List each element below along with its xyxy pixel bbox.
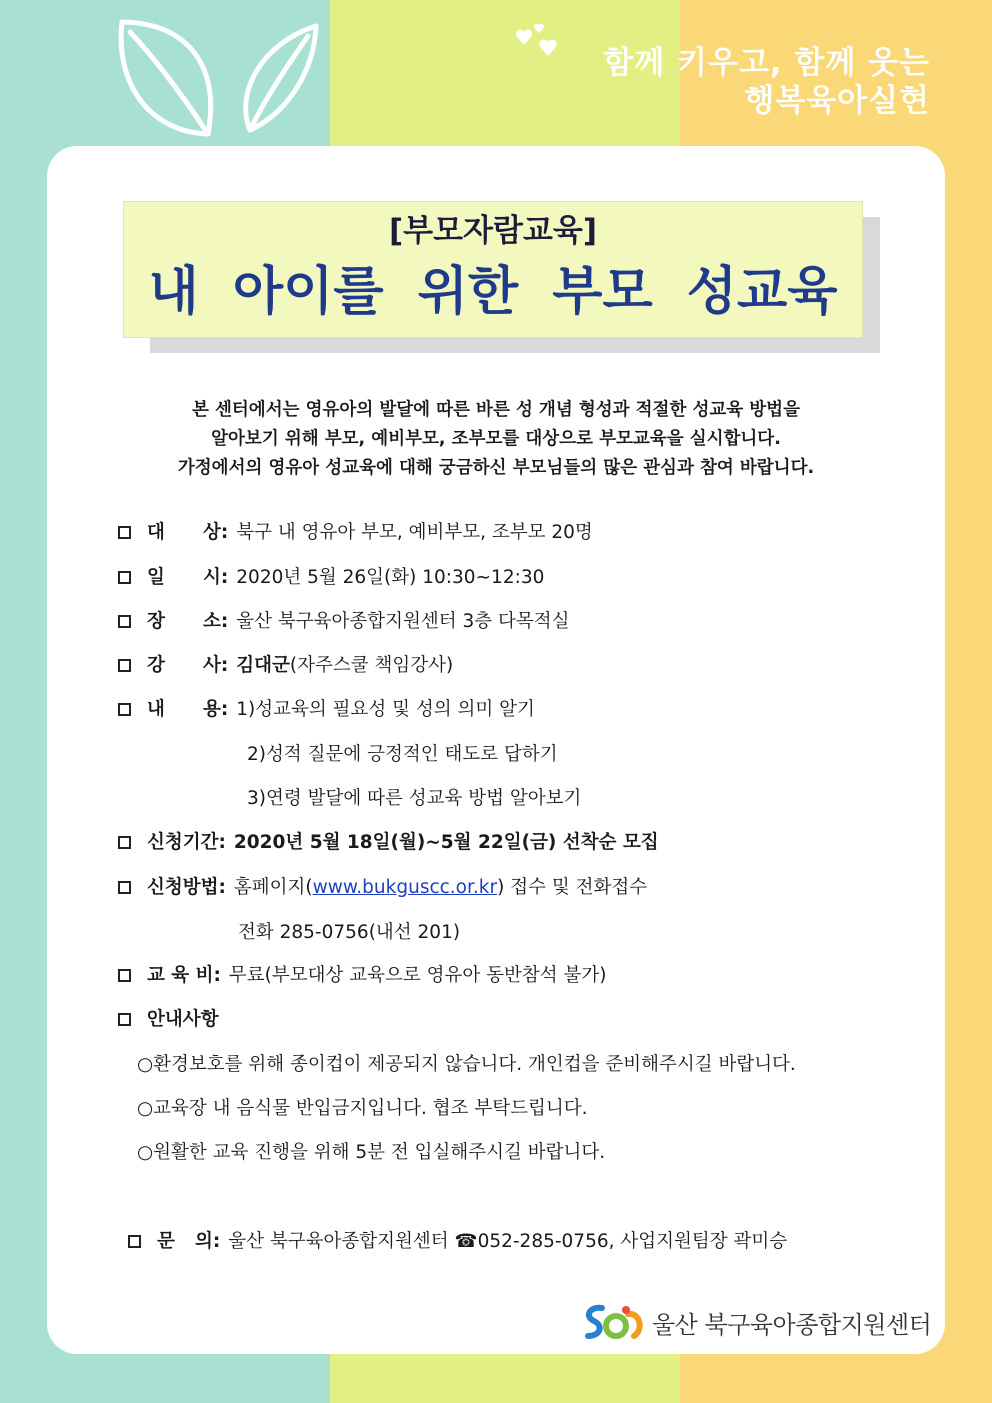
place-label-b: 소 <box>203 611 221 632</box>
center-logo-icon <box>582 1302 644 1342</box>
slogan-line-2: 행복육아실현 <box>744 83 930 119</box>
target-label-a: 대 <box>147 522 165 543</box>
contact-row: 문 의: 울산 북구육아종합지원센터 ☎052-285-0756, 사업지원팀장 곽미승 <box>128 1229 787 1255</box>
title-subheading: [부모자람교육] <box>388 213 597 249</box>
datetime-label-a: 일 <box>147 567 165 588</box>
checkbox-icon <box>118 836 131 849</box>
checkbox-icon <box>118 969 131 982</box>
slogan <box>603 44 930 120</box>
instructor-affiliation: (자주스쿨 책임강사) <box>289 655 454 676</box>
contact-label-b: 의 <box>195 1231 213 1252</box>
content-label-b: 용 <box>203 699 221 720</box>
notice-item-1: ○환경보호를 위해 종이컵이 제공되지 않습니다. 개인컵을 준비해주시길 바랍니다. <box>137 1054 796 1075</box>
homepage-link[interactable]: www.bukguscc.or.kr <box>312 877 498 898</box>
period-value: 2020년 5월 18일(월)~5월 22일(금) 선착순 모집 <box>233 832 659 853</box>
contact-phone: 052-285-0756, 사업지원팀장 곽미승 <box>477 1231 788 1252</box>
content-item-3: 3)연령 발달에 따른 성교육 방법 알아보기 <box>247 788 582 809</box>
footer-org-name: 울산 북구육아종합지원센터 <box>652 1311 932 1339</box>
datetime-value: 2020년 5월 26일(화) 10:30~12:30 <box>236 567 545 588</box>
datetime-label-b: 시 <box>203 567 221 588</box>
checkbox-icon <box>118 659 131 672</box>
method-suffix: ) 접수 및 전화접수 <box>497 877 648 898</box>
checkbox-icon <box>128 1235 141 1248</box>
phone-icon: ☎ <box>454 1231 478 1252</box>
content-item-2: 2)성적 질문에 긍정적인 태도로 답하기 <box>247 744 558 765</box>
intro-line-2: 알아보기 위해 부모, 예비부모, 조부모를 대상으로 부모교육을 실시합니다. <box>211 429 781 449</box>
checkbox-icon <box>118 703 131 716</box>
checkbox-icon <box>118 615 131 628</box>
target-label-b: 상 <box>203 522 221 543</box>
fee-value: 무료(부모대상 교육으로 영유아 동반참석 불가) <box>228 965 607 986</box>
notice-label: 안내사항 <box>147 1009 219 1030</box>
checkbox-icon <box>118 526 131 539</box>
content-label-a: 내 <box>147 699 165 720</box>
place-row: 장 소: 울산 북구육아종합지원센터 3층 다목적실 <box>118 609 570 635</box>
checkbox-icon <box>118 881 131 894</box>
intro-paragraph <box>80 396 912 483</box>
contact-org: 울산 북구육아종합지원센터 <box>228 1231 449 1252</box>
intro-line-1: 본 센터에서는 영유아의 발달에 따른 바른 성 개념 형성과 적절한 성교육 방법을 <box>192 400 800 420</box>
method-label: 신청방법 <box>147 877 219 898</box>
checkbox-icon <box>118 571 131 584</box>
page-title: 내 아이를 위한 부모 성교육 <box>148 262 838 322</box>
content-row: 내 용: 1)성교육의 필요성 및 성의 의미 알기 <box>118 697 535 723</box>
target-value: 북구 내 영유아 부모, 예비부모, 조부모 20명 <box>236 522 593 543</box>
datetime-row: 일 시: 2020년 5월 26일(화) 10:30~12:30 <box>118 565 544 591</box>
leaves-icon <box>110 14 330 149</box>
notice-item-2: ○교육장 내 음식물 반입금지입니다. 협조 부탁드립니다. <box>137 1098 588 1119</box>
place-label-a: 장 <box>147 611 165 632</box>
instructor-name: 김대군 <box>236 655 290 676</box>
fee-row: 교 육 비: 무료(부모대상 교육으로 영유아 동반참석 불가) <box>118 963 606 989</box>
target-row: 대 상: 북구 내 영유아 부모, 예비부모, 조부모 20명 <box>118 520 593 546</box>
instructor-label-a: 강 <box>147 655 165 676</box>
instructor-label-b: 사 <box>203 655 221 676</box>
slogan-line-1: 함께 키우고, 함께 웃는 <box>603 45 930 81</box>
intro-line-3: 가정에서의 영유아 성교육에 대해 궁금하신 부모님들의 많은 관심과 참여 바랍니다. <box>177 458 815 478</box>
method-prefix: 홈페이지( <box>233 877 313 898</box>
method-row: 신청방법: 홈페이지(www.bukguscc.or.kr) 접수 및 전화접수 <box>118 875 647 901</box>
period-row: 신청기간: 2020년 5월 18일(월)~5월 22일(금) 선착순 모집 <box>118 830 659 856</box>
method-phone: 전화 285-0756(내선 201) <box>238 922 461 943</box>
fee-label: 교 육 비 <box>147 965 214 986</box>
place-value: 울산 북구육아종합지원센터 3층 다목적실 <box>236 611 570 632</box>
checkbox-icon <box>118 1013 131 1026</box>
contact-label-a: 문 <box>157 1231 175 1252</box>
notice-row <box>118 1007 218 1033</box>
title-box <box>123 201 863 338</box>
hearts-icon <box>508 22 568 68</box>
instructor-row: 강 사: 김대군(자주스쿨 책임강사) <box>118 653 453 679</box>
content-item-1: 1)성교육의 필요성 및 성의 의미 알기 <box>236 699 535 720</box>
notice-item-3: ○원활한 교육 진행을 위해 5분 전 입실해주시길 바랍니다. <box>137 1142 606 1163</box>
period-label: 신청기간 <box>147 832 219 853</box>
